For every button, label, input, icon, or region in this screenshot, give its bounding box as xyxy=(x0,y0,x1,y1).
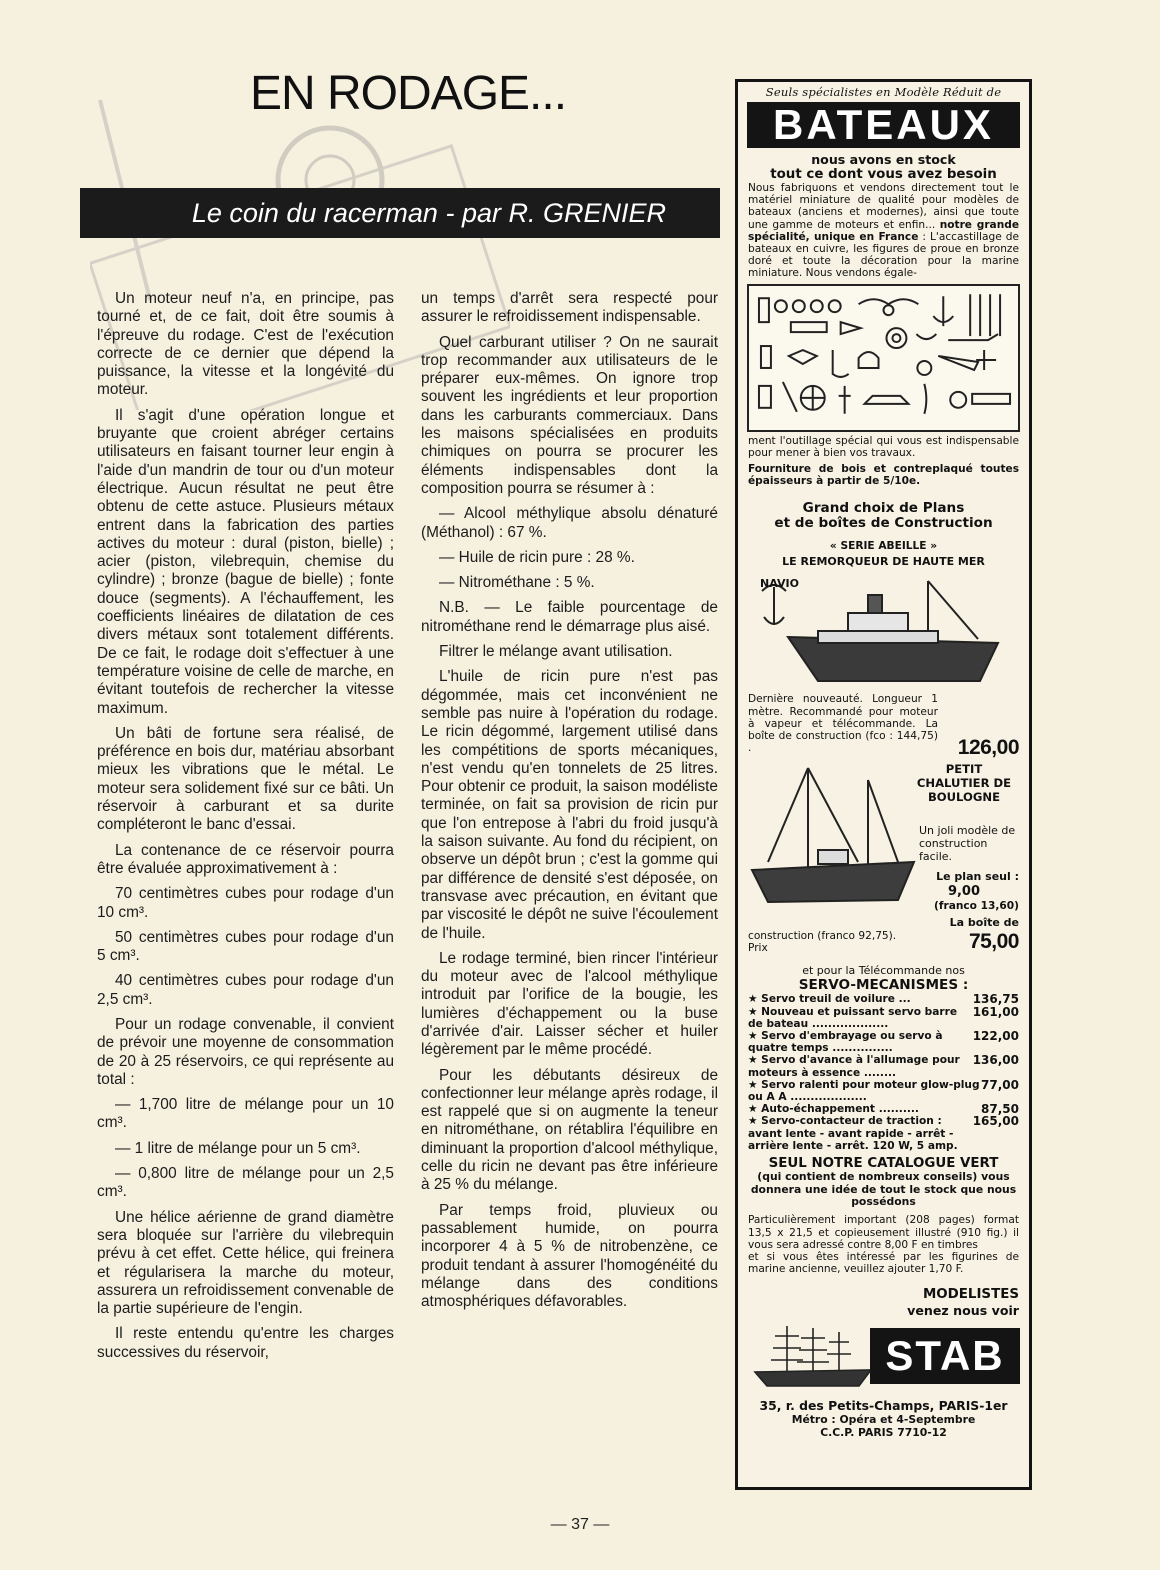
paragraph: N.B. — Le faible pourcentage de nitrométhane rend le démarrage plus aisé. xyxy=(421,599,718,635)
servo-title: SERVO-MECANISMES : xyxy=(798,977,969,994)
ad-headline: BATEAUX xyxy=(747,102,1020,148)
paragraph: Un bâti de fortune sera réalisé, de préférence en bois dur, matériau absorbant mieux les vibrations que le métal. Le moteur sera solidement fixé sur ce bâti. Un réservoir à carburant et sa durite compléteront le banc d'essai. xyxy=(97,724,394,834)
ad-serie: « SERIE ABEILLE » xyxy=(829,540,938,553)
price: 9,00 xyxy=(947,884,981,900)
ad-remorqueur: LE REMORQUEUR DE HAUTE MER xyxy=(782,555,985,569)
price: 75,00 xyxy=(968,930,1019,954)
trawler-block xyxy=(748,762,1019,955)
modelistes: MODELISTES xyxy=(922,1287,1019,1303)
address: 35, r. des Petits-Champs, PARIS-1er xyxy=(759,1398,1008,1414)
paragraph: Pour les débutants désireux de confectionner leur mélange après rodage, il est rappelé que si on augmente la teneur en nitrométhane, on rétablira l'équilibre en diminuant la proportion d'alcool méthylique, celle du ricin ne devant pas être inférieure à 25 % du mélange. xyxy=(421,1066,718,1194)
ad-telecommande: et pour la Télécommande nos xyxy=(802,964,965,978)
article-column-middle xyxy=(421,290,718,1318)
paragraph: Un moteur neuf n'a, en principe, pas tourné et, de ce fait, doit être soumis à l'épreuve du rodage. C'est de l'exécution correcte de ce dernier que dépend la puissance, la vitesse et la longévité du moteur. xyxy=(97,290,394,399)
article-title: EN RODAGE... xyxy=(250,67,567,120)
servo-item: ★ Nouveau et puissant servo barre de bateau ................... 161,00 xyxy=(748,1004,1019,1030)
servo-item: ★ Auto-échappement .......... 87,50 xyxy=(748,1102,1019,1117)
article-byline: Le coin du racerman - par R. GRENIER xyxy=(80,188,720,238)
ad-after-illustration: ment l'outillage spécial qui vous est indispensable pour mener à bien vos travaux. xyxy=(748,434,1019,459)
ad-tagline: Seuls spécialistes en Modèle Réduit de xyxy=(765,85,1002,99)
servo-item: ★ Servo d'avance à l'allumage pour moteurs à essence ........ 136,00 xyxy=(748,1053,1019,1079)
paragraph: Il s'agit d'une opération longue et bruyante que croient abréger certains utilisateurs en faisant tourner leur engin à l'aide d'un mandrin de tour ou d'un moteur électrique. Aucun résultat ne peut être obtenu de cette astuce. Plusieurs métaux entrent dans la fabrication des parties actives du moteur : dural (piston, bielle) ; acier (piston, vilebrequin, chemise du cylindre) ; bronze (bague de bielle) ; fonte douce (segments). A l'échauffement, les coefficients linéaires de dilatation de ces divers métaux sont totalement différents. De ce fait, le rodage doit s'effectuer à une température voisine de celle de marche, en évitant toutefois de rechercher la vitesse maximum. xyxy=(97,406,394,717)
catalogue-title: SEUL NOTRE CATALOGUE VERT xyxy=(768,1156,999,1172)
metro: Métro : Opéra et 4-Septembre xyxy=(791,1413,976,1427)
ad-plans: Grand choix de Plans xyxy=(802,500,965,517)
boite-label: La boîte de xyxy=(949,916,1019,930)
catalogue-text2: et si vous êtes intéressé par les figurines de marine ancienne, veuillez ajouter 1,70 F. xyxy=(748,1250,1019,1276)
paragraph: Il reste entendu qu'entre les charges successives du réservoir, xyxy=(97,1325,394,1361)
fittings-illustration xyxy=(747,284,1020,432)
page-number: — 37 — xyxy=(550,1516,610,1533)
catalogue-sub: (qui contient de nombreux conseils) vous donnera une idée de tout le stock que nous possédons xyxy=(750,1170,1017,1208)
ad-stock-line: tout ce dont vous avez besoin xyxy=(770,167,997,182)
price: 126,00 xyxy=(957,736,1019,760)
paragraph: Une hélice aérienne de grand diamètre sera bloquée sur l'arrière du vilebrequin prévu à cet effet. Cette hélice, qui freinera et régularisera la marche du moteur, assurera un refroidissement convenable de la partie supérieure de l'engin. xyxy=(97,1208,394,1318)
boite-row: construction (franco 92,75). Prix 75,00 xyxy=(748,930,1019,955)
servo-list xyxy=(748,993,1019,1152)
paragraph: La contenance de ce réservoir pourra être évaluée approximativement à : xyxy=(97,841,394,877)
stab-logo-block xyxy=(747,1324,1020,1390)
tugboat-illustration xyxy=(748,573,1019,693)
plan-seul: Le plan seul : xyxy=(936,870,1019,884)
ad-fourniture: Fourniture de bois et contreplaqué toutes épaisseurs à partir de 5/10e. xyxy=(748,463,1019,488)
servo-item: ★ Servo d'embrayage ou servo à quatre temps ............... 122,00 xyxy=(748,1029,1019,1055)
paragraph: 40 centimètres cubes pour rodage d'un 2,5 cm³. xyxy=(97,972,394,1008)
paragraph: Le rodage terminé, bien rincer l'intérieur du moteur avec de l'alcool méthylique introduit par l'orifice de la bougie, les lumières d'échappement ou la buse d'arrivée d'air. Laisser sécher et huiler légèrement par le même procédé. xyxy=(421,949,718,1059)
venez: venez nous voir xyxy=(907,1303,1019,1319)
servo-item: ★ Servo ralenti pour moteur glow-plug ou A A ................... 77,00 xyxy=(748,1077,1019,1104)
paragraph: — Nitrométhane : 5 %. xyxy=(439,574,595,592)
paragraph: — Alcool méthylique absolu dénaturé (Méthanol) : 67 %. xyxy=(421,505,718,541)
ship-fittings-icon xyxy=(749,286,1018,430)
paragraph: un temps d'arrêt sera respecté pour assurer le refroidissement indispensable. xyxy=(421,290,718,326)
paragraph: Filtrer le mélange avant utilisation. xyxy=(439,643,673,661)
servo-item: ★ Servo-contacteur de traction : avant lente - avant rapide - arrêt - arrière lente - arrêt. 120 W, 5 amp. 165,00 xyxy=(748,1114,1019,1152)
paragraph: 70 centimètres cubes pour rodage d'un 10 cm³. xyxy=(97,885,394,921)
chalutier-desc: Un joli modèle de construction facile. xyxy=(919,824,1016,864)
ad-intro: Nous fabriquons et vendons directement tout le matériel miniature de qualité pour modèles de bateaux (anciens et modernes), ainsi que toute une gamme de moteurs et enfin... notre grande spécialité, unique en France : L'accastillage de bateaux en cuivre, les figures de proue en bronze doré et toute la décoration pour la marine miniature. Nous vendons égale- xyxy=(748,182,1020,280)
ad-plans: et de boîtes de Construction xyxy=(774,515,993,532)
paragraph: — Huile de ricin pure : 28 %. xyxy=(439,548,635,566)
paragraph: Par temps froid, pluvieux ou passablement humide, on pourra incorporer 4 à 5 % de nitrobenzène, ce produit tendant à assurer l'homogénéité du mélange dans des conditions atmosphériques défavorables. xyxy=(421,1201,718,1311)
tugboat-icon xyxy=(748,573,1023,693)
catalogue-text: Particulièrement important (208 pages) format 13,5 x 21,5 et copieusement illustré (910 fig.) il vous sera adressé contre 8,00 F en timbres xyxy=(748,1214,1019,1251)
sailing-ship-icon xyxy=(747,1324,877,1390)
article-column-left xyxy=(97,290,394,1369)
ad-stock-line: nous avons en stock xyxy=(811,152,956,167)
plan-franco: (franco 13,60) xyxy=(934,900,1019,913)
stab-brand: STAB xyxy=(870,1328,1020,1384)
advertisement-stab xyxy=(735,79,1032,1490)
paragraph: — 0,800 litre de mélange pour un 2,5 cm³. xyxy=(97,1165,394,1201)
ad-nouveaute: Dernière nouveauté. Longueur 1 mètre. Recommandé pour moteur à vapeur et télécommande. La boîte de construction (fco : 144,75) . 126,00 xyxy=(748,693,1019,760)
paragraph: — 1,700 litre de mélange pour un 10 cm³. xyxy=(97,1096,394,1132)
boat-name: NAVIO xyxy=(760,577,799,591)
paragraph: 50 centimètres cubes pour rodage d'un 5 cm³. xyxy=(97,928,394,965)
servo-item: ★ Servo treuil de voilure ... 136,75 xyxy=(748,992,1019,1007)
paragraph: — 1 litre de mélange pour un 5 cm³. xyxy=(115,1139,361,1157)
paragraph: Pour un rodage convenable, il convient de prévoir une moyenne de consommation de 20 à 25 réservoirs, ce qui représente au total : xyxy=(97,1015,394,1088)
trawler-icon xyxy=(748,762,918,912)
ccp: C.C.P. PARIS 7710-12 xyxy=(820,1426,947,1440)
chalutier-title: PETIT CHALUTIER DE BOULOGNE xyxy=(916,762,1012,805)
paragraph: Quel carburant utiliser ? On ne saurait trop recommander aux utilisateurs de le préparer eux-mêmes. On ignore trop souvent les ingrédients et leur proportion dans les carburants commerciaux. Dans les maisons spécialisées en produits chimiques on pourra se procurer les éléments indispensables dont la composition pourra se résumer à : xyxy=(421,333,718,497)
paragraph: L'huile de ricin pure n'est pas dégommée, mais cet inconvénient ne semble pas nuire à l'opération du rodage. Le ricin dégommé, largement utilisé dans les compétitions de sports mécaniques, n'est vendu qu'en tonnelets de 25 litres. Pour obtenir ce produit, la saison modéliste terminée, on fait sa provision de ricin pur que l'on entrepose à l'abri du froid jusqu'à la saison suivante. Au fond du récipient, on observe un dépôt brun ; c'est la gomme qui par différence de densité s'est déposée, on transvase avec précaution, en évitant que par viscosité le dépôt ne suive l'écoulement de l'huile. xyxy=(421,668,718,942)
